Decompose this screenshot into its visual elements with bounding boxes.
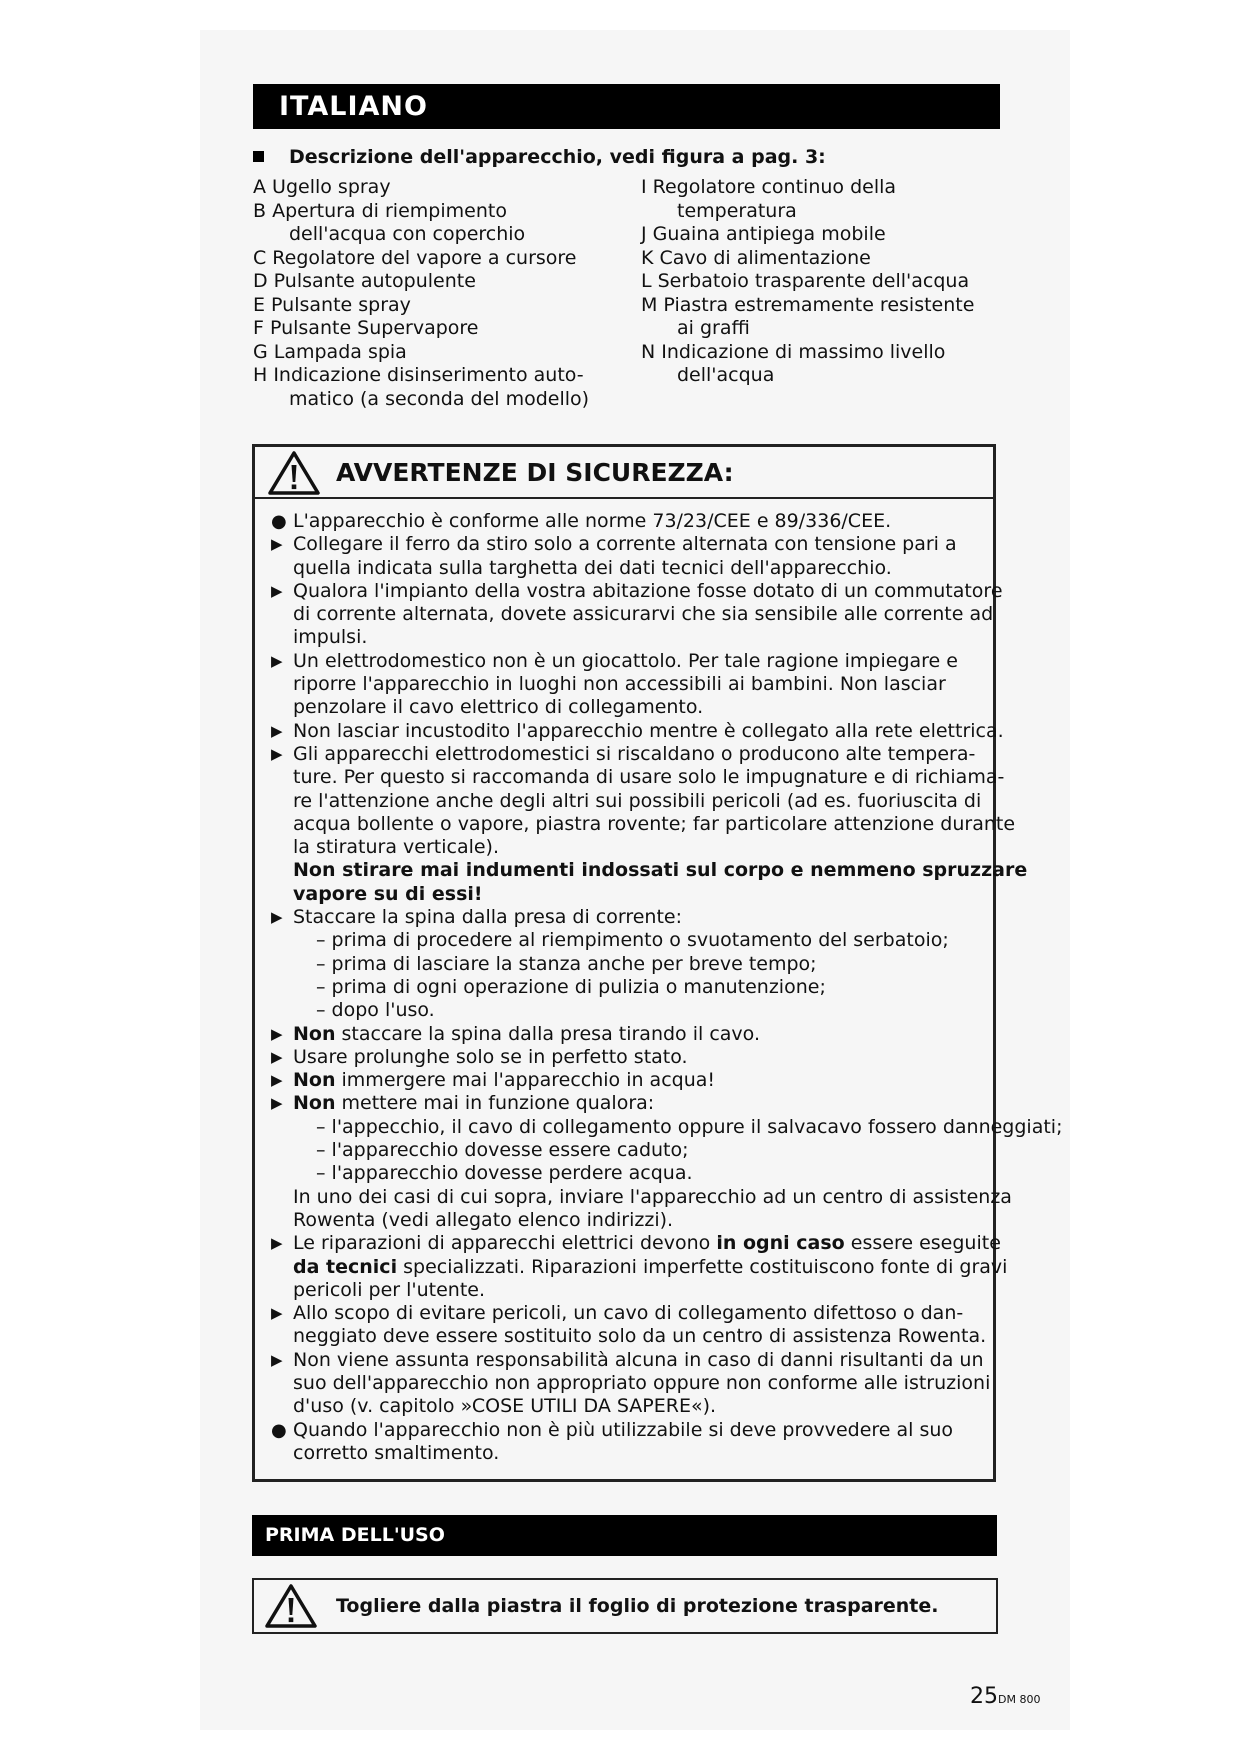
emphasis-text: Non — [293, 1022, 336, 1045]
part-item: G Lampada spia — [253, 340, 407, 363]
body-text: L'apparecchio è conforme alle norme 73/23/CEE e 89/336/CEE. — [293, 510, 892, 532]
emphasis-text: da tecnici — [293, 1255, 398, 1278]
body-text: – l'apparecchio dovesse perdere acqua. — [316, 1162, 693, 1185]
emphasis-text: Non stirare mai indumenti indossati sul corpo e nemmeno spruzzare — [293, 859, 1028, 882]
body-text: – l'appecchio, il cavo di collegamento oppure il salvacavo fossero danneggiati; — [316, 1115, 1063, 1138]
protective-film-note — [252, 1578, 998, 1634]
parts-list-right — [641, 176, 974, 388]
part-item: J Guaina antipiega mobile — [641, 223, 886, 245]
body-text: Qualora l'impianto della vostra abitazione fosse dotato di un commutatore — [293, 579, 1003, 602]
section-heading-prima-dell-uso: PRIMA DELL'USO — [252, 1515, 997, 1556]
part-item-continuation: matico (a seconda del modello) — [289, 387, 590, 410]
safety-line — [293, 1442, 983, 1465]
safety-item — [271, 1302, 987, 1349]
part-item: F Pulsante Supervapore — [253, 317, 479, 339]
body-text: – prima di ogni operazione di pulizia o manutenzione; — [316, 975, 826, 998]
safety-subitem — [293, 929, 983, 952]
bullet-arrow-icon: ▶ — [271, 1024, 283, 1043]
safety-line — [293, 1302, 986, 1325]
safety-header — [255, 447, 993, 499]
body-text: immergere mai l'apparecchio in acqua! — [335, 1069, 716, 1092]
body-text: quella indicata sulla targhetta dei dati tecnici dell'apparecchio. — [293, 556, 892, 579]
safety-subitem — [293, 999, 983, 1022]
body-text: Usare prolunghe solo se in perfetto stato. — [293, 1045, 688, 1068]
bullet-arrow-icon: ▶ — [271, 651, 283, 670]
safety-item — [271, 650, 983, 720]
emphasis-text: Non — [293, 1069, 336, 1092]
body-text: neggiato deve essere sostituito solo da un centro di assistenza Rowenta. — [293, 1325, 987, 1348]
safety-item — [271, 1419, 983, 1466]
body-text: Non lasciar incustodito l'apparecchio mentre è collegato alla rete elettrica. — [293, 719, 1004, 742]
safety-list — [271, 510, 1063, 1465]
parts-list-left — [253, 176, 589, 411]
description-title-text: Descrizione dell'apparecchio, vedi figura a pag. 3: — [289, 146, 826, 168]
bullet-arrow-icon: ▶ — [271, 1094, 283, 1113]
body-text: Le riparazioni di apparecchi elettrici devono — [293, 1232, 717, 1255]
part-item: N Indicazione di massimo livello — [641, 340, 946, 363]
safety-line — [293, 557, 983, 580]
emphasis-text: in ogni caso — [716, 1232, 845, 1255]
part-item: D Pulsante autopulente — [253, 270, 476, 292]
body-text: corretto smaltimento. — [293, 1441, 500, 1464]
part-item: C Regolatore del vapore a cursore — [253, 246, 577, 269]
safety-line — [293, 1372, 990, 1395]
part-item: K Cavo di alimentazione — [641, 246, 871, 269]
model-code: DM 800 — [998, 1693, 1041, 1706]
body-text: re l'attenzione anche degli altri sui possibili pericoli (ad es. fuoriuscita di — [293, 789, 982, 812]
body-text: essere eseguite — [844, 1232, 1001, 1255]
safety-line — [293, 580, 1003, 603]
bullet-dot-icon: ● — [271, 511, 287, 532]
language-header: ITALIANO — [253, 84, 1000, 129]
note-text: Togliere dalla piastra il foglio di protezione trasparente. — [336, 1595, 939, 1617]
safety-item — [271, 1023, 983, 1046]
safety-item — [271, 1092, 1063, 1232]
body-text: Staccare la spina dalla presa di corrente: — [293, 906, 682, 929]
safety-line — [293, 673, 983, 696]
safety-line — [293, 696, 983, 719]
safety-line — [293, 906, 983, 929]
safety-line — [293, 1256, 1007, 1279]
part-item: A Ugello spray — [253, 176, 391, 198]
part-item: M Piastra estremamente resistente — [641, 293, 975, 316]
safety-subitem — [293, 1162, 1062, 1185]
safety-warnings-box — [252, 444, 1063, 1482]
page-footer — [970, 1684, 1040, 1709]
safety-line — [293, 1092, 1062, 1115]
body-text: di corrente alternata, dovete assicurarvi che sia sensibile alle corrente ad — [293, 603, 994, 626]
bullet-arrow-icon: ▶ — [271, 1350, 283, 1369]
part-item: B Apertura di riempimento — [253, 199, 507, 222]
safety-item — [271, 1232, 1008, 1302]
body-text: Allo scopo di evitare pericoli, un cavo di collegamento difettoso o dan- — [293, 1302, 964, 1325]
safety-line — [293, 1023, 983, 1046]
body-text: – prima di lasciare la stanza anche per breve tempo; — [316, 952, 817, 975]
safety-line — [293, 836, 1027, 859]
safety-item — [271, 510, 983, 533]
body-text: In uno dei casi di cui sopra, inviare l'apparecchio ad un centro di assistenza — [293, 1185, 1012, 1208]
body-text: – prima di procedere al riempimento o svuotamento del serbatoio; — [316, 929, 949, 952]
page-number: 25 — [970, 1684, 998, 1709]
part-item-continuation: ai graffi — [677, 317, 750, 339]
safety-line — [293, 626, 1003, 649]
safety-item — [271, 533, 983, 580]
body-text: – dopo l'uso. — [316, 999, 435, 1022]
bullet-arrow-icon: ▶ — [271, 1071, 283, 1090]
body-text: impulsi. — [293, 626, 368, 649]
bullet-arrow-icon: ▶ — [271, 581, 283, 600]
bullet-arrow-icon: ▶ — [271, 908, 283, 927]
emphasis-text: vapore su di essi! — [293, 882, 483, 905]
safety-item — [271, 1046, 983, 1069]
safety-line — [293, 766, 1027, 789]
safety-line — [293, 1046, 983, 1069]
square-bullet-icon — [253, 151, 264, 162]
body-text: Un elettrodomestico non è un giocattolo. Per tale ragione impiegare e — [293, 649, 958, 672]
safety-line — [293, 1232, 1007, 1255]
part-item: E Pulsante spray — [253, 293, 411, 316]
safety-subitem — [293, 976, 983, 999]
safety-item — [271, 719, 1004, 743]
part-item: L Serbatoio trasparente dell'acqua — [641, 270, 970, 292]
bullet-dot-icon: ● — [271, 1419, 287, 1441]
safety-item — [271, 579, 1003, 650]
part-item-continuation: temperatura — [677, 199, 797, 222]
body-text: suo dell'apparecchio non appropriato oppure non conforme alle istruzioni — [293, 1371, 991, 1394]
body-text: Gli apparecchi elettrodomestici si riscaldano o producono alte tempera- — [293, 742, 976, 765]
safety-line — [293, 1209, 1062, 1232]
safety-line — [293, 1325, 986, 1348]
bullet-arrow-icon: ▶ — [271, 1234, 283, 1253]
safety-item — [271, 1348, 991, 1419]
safety-line — [293, 603, 1003, 626]
safety-line — [293, 883, 1027, 906]
body-text: riporre l'apparecchio in luoghi non accessibili ai bambini. Non lasciar — [293, 673, 946, 696]
safety-item — [271, 742, 1028, 906]
safety-subitem — [293, 1139, 1062, 1162]
safety-line — [293, 510, 983, 533]
body-text: Rowenta (vedi allegato elenco indirizzi). — [293, 1208, 674, 1231]
safety-line — [293, 790, 1027, 813]
safety-subitem — [293, 1116, 1062, 1139]
bullet-arrow-icon: ▶ — [271, 535, 283, 554]
bullet-arrow-icon: ▶ — [271, 1047, 283, 1066]
emphasis-text: Non — [293, 1092, 336, 1115]
bullet-arrow-icon: ▶ — [271, 721, 283, 740]
safety-line — [293, 1349, 990, 1372]
safety-item — [271, 906, 983, 1022]
body-text: la stiratura verticale). — [293, 836, 500, 859]
safety-subitem — [293, 953, 983, 976]
safety-line — [293, 743, 1027, 766]
safety-line — [293, 1186, 1062, 1209]
bullet-arrow-icon: ▶ — [271, 1304, 283, 1323]
part-item-continuation: dell'acqua — [677, 364, 775, 386]
part-item: H Indicazione disinserimento auto- — [253, 364, 584, 386]
safety-line — [293, 813, 1027, 836]
part-item-continuation: dell'acqua con coperchio — [289, 223, 526, 245]
description-title — [253, 146, 826, 168]
body-text: Quando l'apparecchio non è più utilizzabile si deve provvedere al suo — [293, 1418, 954, 1441]
bullet-arrow-icon: ▶ — [271, 744, 283, 763]
body-text: mettere mai in funzione qualora: — [335, 1092, 655, 1115]
warning-triangle-icon — [268, 450, 320, 496]
body-text: ture. Per questo si raccomanda di usare solo le impugnature e di richiama- — [293, 766, 1005, 789]
safety-line — [293, 859, 1027, 882]
body-text: staccare la spina dalla presa tirando il cavo. — [335, 1022, 760, 1045]
body-text: Collegare il ferro da stiro solo a corrente alternata con tensione pari a — [293, 533, 957, 556]
safety-line — [293, 533, 983, 556]
body-text: pericoli per l'utente. — [293, 1278, 486, 1301]
body-text: penzolare il cavo elettrico di collegamento. — [293, 696, 704, 719]
safety-item — [271, 1069, 983, 1092]
safety-title: AVVERTENZE DI SICUREZZA: — [336, 458, 734, 487]
body-text: specializzati. Riparazioni imperfette costituiscono fonte di gravi — [397, 1255, 1008, 1278]
safety-line — [293, 1279, 1007, 1302]
warning-triangle-icon — [265, 1583, 317, 1629]
body-text: d'uso (v. capitolo »COSE UTILI DA SAPERE«). — [293, 1395, 717, 1418]
body-text: Non viene assunta responsabilità alcuna in caso di danni risultanti da un — [293, 1348, 984, 1371]
body-text: – l'apparecchio dovesse essere caduto; — [316, 1139, 689, 1162]
safety-line — [293, 650, 983, 673]
safety-line — [293, 1395, 990, 1418]
safety-line — [293, 1069, 983, 1092]
safety-line — [293, 1419, 983, 1442]
safety-line — [293, 720, 1004, 743]
part-item: I Regolatore continuo della — [641, 176, 897, 198]
body-text: acqua bollente o vapore, piastra rovente; far particolare attenzione durante — [293, 812, 1016, 835]
